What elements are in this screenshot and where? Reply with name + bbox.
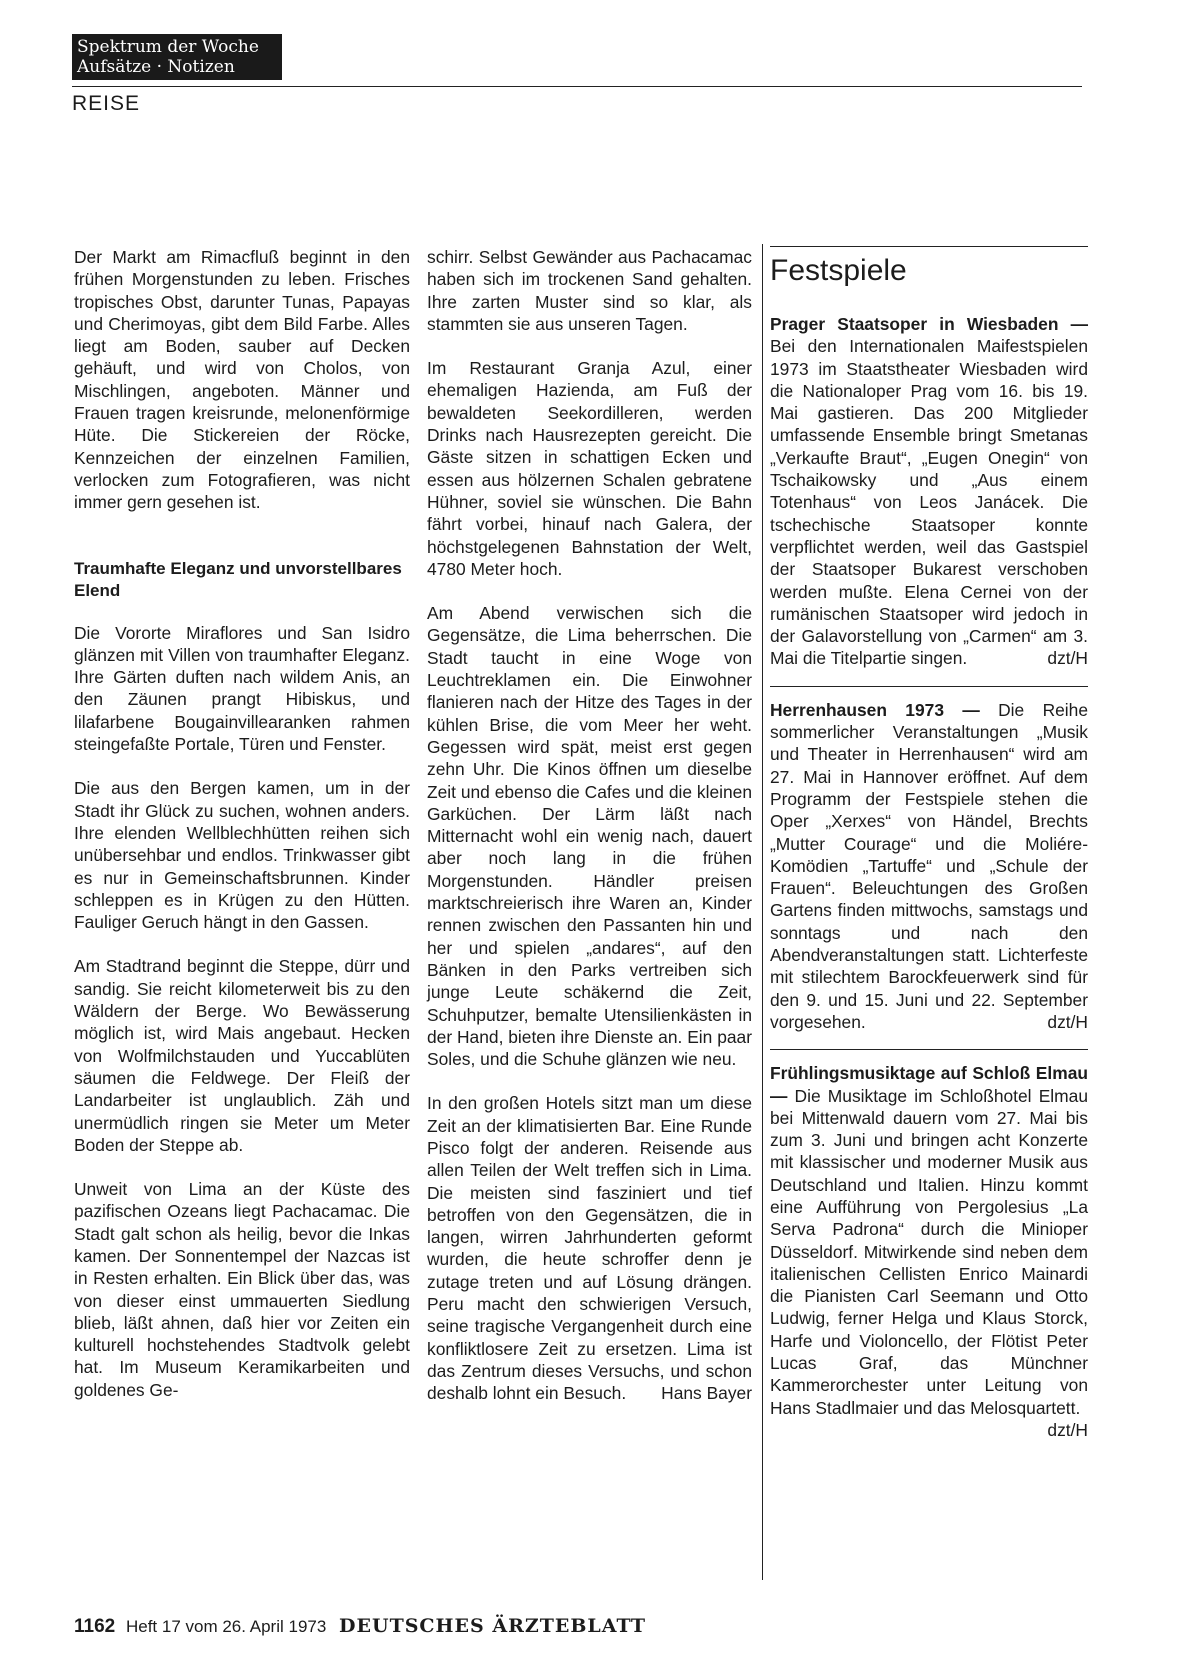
- entry-divider: [770, 1049, 1088, 1050]
- festival-entry: [770, 699, 1088, 1033]
- publication-name: DEUTSCHES ÄRZTEBLATT: [339, 1615, 647, 1637]
- entry-signature: dzt/H: [1047, 1419, 1088, 1440]
- page-number: 1162: [74, 1616, 116, 1637]
- entry-text: Die Musiktage im Schloßhotel Elmau bei Mittenwald dauern vom 27. Mai bis zum 3. Juni und bringen acht Konzerte mit klassischer und moderner Musik aus Deutschland und Italien. Hinzu kommt eine Aufführung von Pergolesius „La Serva Padrona“ durch die Minioper Düsseldorf. Mitwirkende sind neben dem italienischen Cellisten Enrico Mainardi die Pianisten Carl Seemann und Otto Ludwig, ferner Helga und Klaus Storck, Harfe und Violoncello, der Flötist Peter Lucas Graf, das Münchner Kammerorchester unter Leitung von Hans Stadlmaier und das Melosquartett.: [770, 1085, 1088, 1418]
- column-1: [74, 246, 410, 1423]
- paragraph: Unweit von Lima an der Küste des pazifischen Ozeans liegt Pachacamac. Die Stadt galt schon als heilig, bevor die Inkas kamen. Der Sonnentempel der Nazcas ist in Resten erhalten. Ein Blick über das, was von dieser einst ummauerten Siedlung blieb, läßt ahnen, daß hier vor Zeiten ein kulturell hochstehendes Stadtvolk gelebt hat. Im Museum Keramikarbeiten und goldenes Ge-: [74, 1179, 410, 1400]
- issue-info: Heft 17 vom 26. April 1973: [125, 1617, 327, 1636]
- entry-signature: dzt/H: [1047, 1011, 1088, 1032]
- paragraph: Der Markt am Rimacfluß beginnt in den frühen Morgenstunden zu leben. Frisches tropisches Obst, darunter Tunas, Papayas und Cherimoyas, gibt dem Bild Farbe. Alles liegt am Boden, sauber auf Decken gehäuft, und wird von Cholos, von Mischlingen, angeboten. Männer und Frauen tragen kreisrunde, melonenförmige Hüte. Die Stickereien der Röcke, Kennzeichen der einzelnen Familien, verlocken zum Fotografieren, was nicht immer gern gesehen ist.: [74, 247, 410, 513]
- paragraph: Am Abend verwischen sich die Gegensätze, die Lima beherrschen. Die Stadt taucht in eine Woge von Leuchtreklamen ein. Die Einwohner flanieren nach der Hitze des Tages in der kühlen Brise, die vom Meer her weht. Gegessen wird spät, meist erst gegen zehn Uhr. Die Kinos öffnen um dieselbe Zeit und ebenso die Cafes und die kleinen Garküchen. Der Lärm läßt nach Mitternacht wohl ein wenig nach, dauert aber noch lang in die frühen Morgenstunden. Händler preisen marktschreierisch ihre Waren an, Kinder rennen zwischen den Passanten hin und her und spielen „andares“, auf den Bänken in den Parks vertreiben sich junge Leute schäkernd die Zeit, Schuhputzer, bemalte Utensilienkästen in der Hand, bieten ihre Dienste an. Ein paar Soles, und die Schuhe glänzen wie neu.: [427, 603, 752, 1070]
- entry-lead: Herrenhausen 1973 —: [770, 699, 980, 720]
- column-divider: [762, 244, 763, 1580]
- box-rule: [770, 246, 1088, 247]
- paragraph: Die aus den Bergen kamen, um in der Stadt ihr Glück zu suchen, wohnen anders. Ihre elenden Wellblechhütten reihen sich unübersehbar und endlos. Trinkwasser gibt es nur in Gemeinschaftsbrunnen. Kinder schleppen es in Krügen zu den Hütten. Fauliger Geruch hängt in den Gassen.: [74, 778, 410, 933]
- festival-entry: [770, 313, 1088, 670]
- paragraph: schirr. Selbst Gewänder aus Pachacamac haben sich im trockenen Sand gehalten. Ihre zarten Muster sind so klar, als stammten sie aus unseren Tagen.: [427, 247, 752, 334]
- entry-text: Bei den Internationalen Maifestspielen 1973 im Staatstheater Wiesbaden wird die Nationaloper Prag vom 16. bis 19. Mai gastieren. Das 200 Mitglieder umfassende Ensemble bringt Smetanas „Verkaufte Braut“, „Eugen Onegin“ von Tschaikowsky und „Aus einem Totenhaus“ von Leos Janácek. Die tschechische Staatsoper konnte verpflichtet werden, weil das Gastspiel der Staatsoper Bukarest verschoben werden mußte. Elena Cernei von der rumänischen Staatsoper wird jedoch in der Galavorstellung von „Carmen“ am 3. Mai die Titelpartie singen.: [770, 336, 1088, 669]
- paragraph-text: In den großen Hotels sitzt man um diese Zeit an der klimatisierten Bar. Eine Runde Pisco folgt der anderen. Reisende aus allen Teilen der Welt treffen sich in Lima. Die meisten sind fasziniert und tief betroffen von den Gegensätzen, die in langen, wirren Jahrhunderten geformt wurden, die heute schroffer denn je zutage treten und auf Lösung drängen. Peru macht den schwierigen Versuch, seine tragische Vergangenheit durch eine konfliktlosere Zeit zu ersetzen. Lima ist das Zentrum dieses Versuchs, und schon deshalb lohnt ein Besuch.: [427, 1093, 752, 1404]
- header-rule: [72, 86, 1082, 87]
- entry-signature: dzt/H: [1047, 648, 1088, 669]
- masthead: [72, 34, 282, 80]
- entry-lead: Prager Staatsoper in Wiesbaden —: [770, 314, 1088, 334]
- entry-lead: Frühlingsmusiktage auf Schloß Elmau —: [770, 1063, 1088, 1106]
- section-label: REISE: [72, 92, 141, 115]
- paragraph: Am Stadtrand beginnt die Steppe, dürr und sandig. Sie reicht kilometerweit bis zu den Wäldern der Berge. Wo Bewässerung möglich ist, wird Mais angebaut. Hecken von Wolfmilchstauden und Yuccablüten säumen die Feldwege. Der Fleiß der Landarbeiter ist unglaublich. Zäh und unermüdlich ringen sie Meter um Meter Boden der Steppe ab.: [74, 956, 410, 1155]
- page-footer: [74, 1615, 646, 1638]
- paragraph-with-author: [427, 1092, 752, 1404]
- box-title: Festspiele: [770, 254, 907, 287]
- paragraph: Die Vororte Miraflores und San Isidro glänzen mit Villen von traumhafter Eleganz. Ihre Gärten duften nach wildem Anis, an den Zäunen prangt Hibiskus, und lilafarbene Bougainvillearanken rahmen steingefaßte Portale, Türen und Fenster.: [74, 622, 410, 755]
- entry-divider: [770, 686, 1088, 687]
- masthead-line-1: Spektrum der Woche: [77, 37, 259, 57]
- column-3-festspiele: [770, 246, 1088, 1441]
- masthead-line-2: Aufsätze · Notizen: [77, 57, 235, 77]
- author: Hans Bayer: [661, 1383, 752, 1404]
- festival-entry: [770, 1062, 1088, 1440]
- column-2: [427, 246, 752, 1427]
- paragraph: Im Restaurant Granja Azul, einer ehemaligen Hazienda, am Fuß der bewaldeten Seekordilleren, werden Drinks nach Hausrezepten gereicht. Die Gäste sitzen in schattigen Ecken und essen aus hölzernen Schalen gebratene Hühner, soviel sie wünschen. Die Bahn fährt vorbei, hinauf nach Galera, der höchstgelegenen Bahnstation der Welt, 4780 Meter hoch.: [427, 358, 752, 579]
- subheading: Traumhafte Eleganz und unvorstellbares Elend: [74, 558, 402, 600]
- entry-text: Die Reihe sommerlicher Veranstaltungen „Musik und Theater in Herrenhausen“ wird am 27. Mai in Hannover eröffnet. Auf dem Programm der Festspiele stehen die Oper „Xerxes“ von Händel, Brechts „Mutter Courage“ und die Moliére-Komödien „Tartuffe“ und „Schule der Frauen“. Beleuchtungen des Großen Gartens finden mittwochs, samstags und sonntags und nach den Abendveranstaltungen statt. Lichterfeste mit stilechtem Barockfeuerwerk sind für den 9. und 15. Juni und 22. September vorgesehen.: [770, 699, 1089, 1032]
